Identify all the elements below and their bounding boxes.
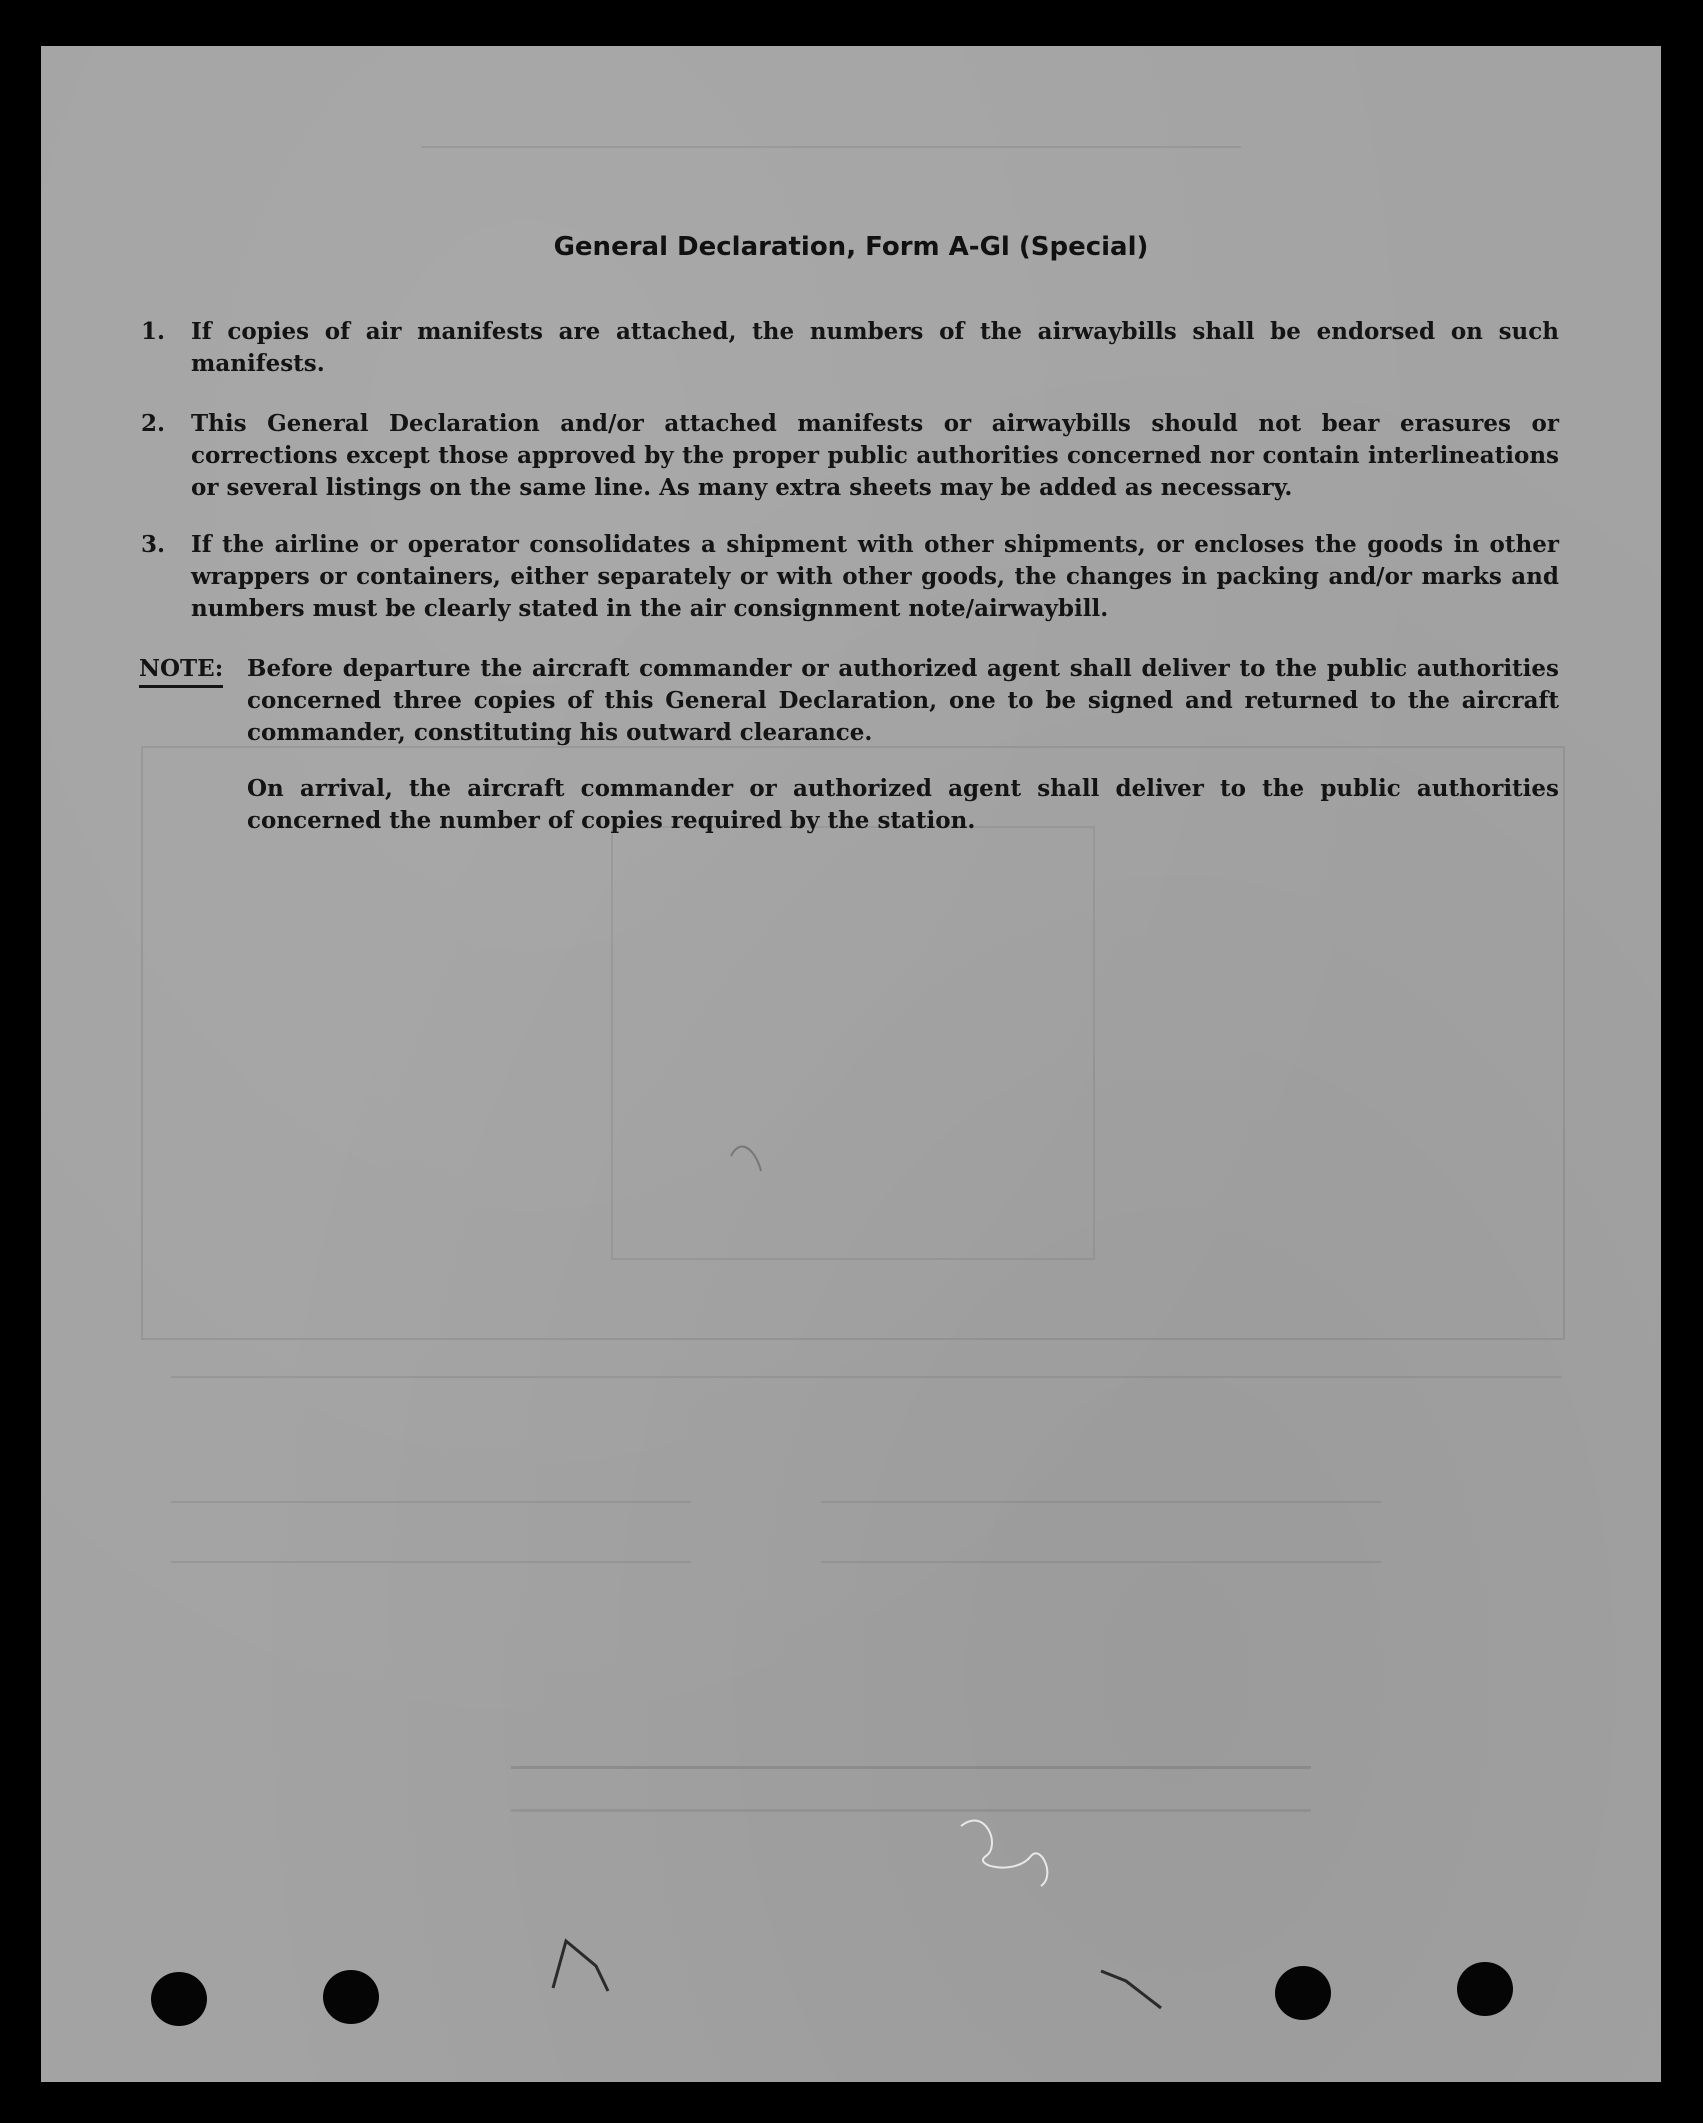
- note-paragraph-2: On arrival, the aircraft commander or authorized agent shall deliver to the public authorities concerned the number of copies required by the station.: [247, 775, 1559, 834]
- note-label: NOTE:: [139, 653, 223, 688]
- item-number: 3.: [141, 531, 166, 558]
- item-number: 1.: [141, 318, 166, 345]
- item-number: 2.: [141, 410, 166, 437]
- item-text: This General Declaration and/or attached manifests or airwaybills should not bear erasures or corrections except those approved by the proper public authorities concerned nor contain interlineations or several listings on the same line. As many extra sheets may be added as necessary.: [191, 410, 1559, 501]
- item-text: If copies of air manifests are attached, the numbers of the airwaybills shall be endorsed on such manifests.: [191, 318, 1559, 377]
- stray-pen-marks: [41, 46, 1661, 2082]
- note-paragraph-1: Before departure the aircraft commander or authorized agent shall deliver to the public authorities concerned three copies of this General Declaration, one to be signed and returned to the aircraft commander, constituting his outward clearance.: [247, 655, 1559, 746]
- item-text: If the airline or operator consolidates a shipment with other shipments, or encloses the goods in other wrappers or containers, either separately or with other goods, the changes in packing and/or marks and numbers must be clearly stated in the air consignment note/airwaybill.: [191, 531, 1559, 622]
- document-page: [41, 46, 1661, 2082]
- document-title: General Declaration, Form A-Gl (Special): [553, 232, 1149, 262]
